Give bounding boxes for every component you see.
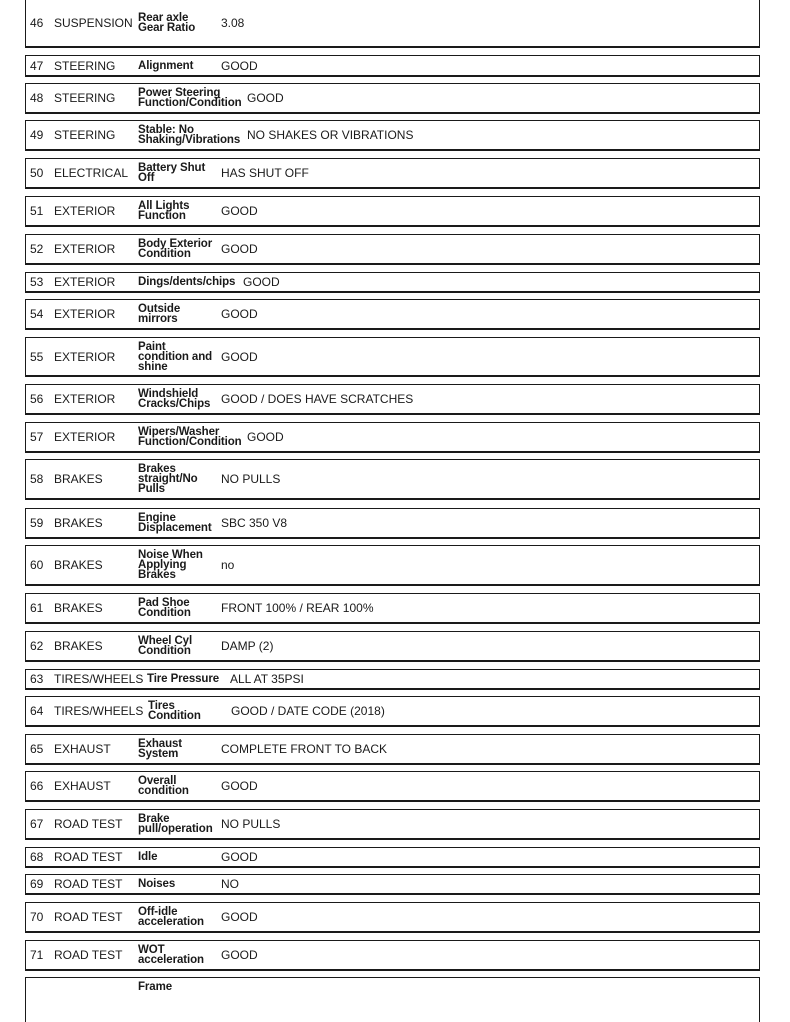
inspection-item-label: Brake pull/operation <box>138 813 213 835</box>
row-number: 66 <box>30 779 44 793</box>
table-row <box>25 508 760 539</box>
category-label: TIRES/WHEELS <box>54 704 144 718</box>
inspection-result-value: NO SHAKES OR VIBRATIONS <box>247 128 414 142</box>
row-number: 50 <box>30 166 44 180</box>
table-row <box>25 384 760 415</box>
table-row <box>25 337 760 377</box>
table-row <box>25 83 760 114</box>
table-row <box>25 55 760 77</box>
inspection-item-label: WOT acceleration <box>138 944 204 966</box>
inspection-result-value: no <box>221 558 235 572</box>
inspection-result-value: GOOD <box>221 948 258 962</box>
inspection-item-label: Frame <box>138 981 173 993</box>
row-number: 63 <box>30 672 44 686</box>
inspection-item-label: Noises <box>138 878 176 890</box>
table-row <box>25 669 760 690</box>
table-row <box>25 196 760 227</box>
inspection-item-label: Brakes straight/No Pulls <box>138 463 198 495</box>
row-number: 51 <box>30 204 44 218</box>
inspection-result-value: GOOD <box>221 307 258 321</box>
inspection-item-label: Noise When Applying Brakes <box>138 549 203 581</box>
inspection-item-label: All Lights Function <box>138 200 190 222</box>
inspection-result-value: GOOD <box>247 430 284 444</box>
row-number: 48 <box>30 91 44 105</box>
category-label: EXTERIOR <box>54 349 116 364</box>
inspection-result-value: 3.08 <box>221 16 245 30</box>
row-number: 53 <box>30 275 44 289</box>
category-label: EXHAUST <box>54 779 111 793</box>
category-label: EXTERIOR <box>54 242 116 256</box>
inspection-result-value: GOOD <box>221 242 258 256</box>
inspection-result-value: NO <box>221 877 239 891</box>
category-label: ROAD TEST <box>54 817 123 831</box>
table-row <box>25 272 760 293</box>
inspection-item-label: Body Exterior Condition <box>138 238 213 260</box>
inspection-result-value: NO PULLS <box>221 472 281 486</box>
row-number: 65 <box>30 742 44 756</box>
inspection-result-value: GOOD <box>221 204 258 218</box>
category-label: EXTERIOR <box>54 307 116 321</box>
table-row <box>25 593 760 624</box>
category-label: ROAD TEST <box>54 948 123 962</box>
table-row <box>25 977 760 1022</box>
category-label: EXTERIOR <box>54 275 116 289</box>
inspection-item-label: Windshield Cracks/Chips <box>138 388 211 410</box>
inspection-item-label: Tire Pressure <box>147 673 220 685</box>
category-label: ELECTRICAL <box>54 166 129 180</box>
inspection-result-value: GOOD <box>221 779 258 793</box>
table-row <box>25 734 760 765</box>
inspection-result-value: GOOD / DOES HAVE SCRATCHES <box>221 392 414 406</box>
table-row <box>25 940 760 971</box>
row-number: 56 <box>30 392 44 406</box>
row-number: 52 <box>30 242 44 256</box>
inspection-item-label: Pad Shoe Condition <box>138 597 191 619</box>
table-row <box>25 874 760 895</box>
inspection-result-value: GOOD <box>247 91 284 105</box>
category-label: EXHAUST <box>54 742 111 756</box>
inspection-item-label: Rear axle Gear Ratio <box>138 12 196 34</box>
table-row <box>25 847 760 868</box>
table-row <box>25 771 760 802</box>
table-row <box>25 459 760 500</box>
category-label: TIRES/WHEELS <box>54 672 144 686</box>
category-label: EXTERIOR <box>54 204 116 218</box>
inspection-result-value: HAS SHUT OFF <box>221 166 309 180</box>
row-number: 57 <box>30 430 44 444</box>
inspection-result-value: GOOD / DATE CODE (2018) <box>231 704 385 718</box>
inspection-result-value: GOOD <box>243 275 280 289</box>
inspection-item-label: Outside mirrors <box>138 303 181 325</box>
table-row <box>25 809 760 840</box>
row-number: 70 <box>30 910 44 924</box>
table-row <box>25 234 760 265</box>
category-label: ROAD TEST <box>54 910 123 924</box>
inspection-item-label: Dings/dents/chips <box>138 276 236 288</box>
table-row <box>25 545 760 586</box>
table-row <box>25 631 760 662</box>
category-label: EXTERIOR <box>54 392 116 406</box>
table-row <box>25 120 760 151</box>
row-number: 71 <box>30 948 44 962</box>
inspection-result-value: SBC 350 V8 <box>221 516 288 530</box>
category-label: SUSPENSION <box>54 16 133 30</box>
category-label: BRAKES <box>54 558 103 572</box>
inspection-result-value: GOOD <box>221 58 258 73</box>
inspection-result-value: GOOD <box>221 850 258 864</box>
inspection-item-label: Exhaust System <box>138 738 183 760</box>
inspection-item-label: Wipers/Washer Function/Condition <box>138 426 242 448</box>
row-number: 61 <box>30 601 44 615</box>
inspection-item-label: Idle <box>138 851 158 863</box>
row-number: 58 <box>30 472 44 486</box>
row-number: 67 <box>30 817 44 831</box>
row-number: 46 <box>30 16 44 30</box>
row-number: 64 <box>30 704 44 718</box>
row-number: 59 <box>30 516 44 530</box>
inspection-result-value: ALL AT 35PSI <box>230 672 304 686</box>
category-label: EXTERIOR <box>54 430 116 444</box>
inspection-item-label: Battery Shut Off <box>138 162 206 184</box>
table-row <box>25 0 760 48</box>
category-label: STEERING <box>54 128 116 142</box>
table-row <box>25 902 760 933</box>
table-row <box>25 696 760 727</box>
inspection-item-label: Stable: No Shaking/Vibrations <box>138 124 241 146</box>
inspection-item-label: Alignment <box>138 59 194 72</box>
category-label: BRAKES <box>54 472 103 486</box>
row-number: 69 <box>30 877 44 891</box>
row-number: 55 <box>30 349 44 364</box>
category-label: BRAKES <box>54 601 103 615</box>
inspection-result-value: GOOD <box>221 349 258 364</box>
inspection-item-label: Wheel Cyl Condition <box>138 635 193 657</box>
row-number: 49 <box>30 128 44 142</box>
inspection-item-label: Paint condition and shine <box>138 340 213 373</box>
inspection-item-label: Off-idle acceleration <box>138 906 204 928</box>
row-number: 68 <box>30 850 44 864</box>
row-number: 60 <box>30 558 44 572</box>
category-label: BRAKES <box>54 639 103 653</box>
row-number: 54 <box>30 307 44 321</box>
inspection-item-label: Power Steering Function/Condition <box>138 87 242 109</box>
category-label: ROAD TEST <box>54 877 123 891</box>
category-label: STEERING <box>54 58 116 73</box>
row-number: 47 <box>30 58 44 73</box>
inspection-item-label: Tires Condition <box>148 700 201 722</box>
inspection-item-label: Engine Displacement <box>138 512 212 534</box>
table-row <box>25 299 760 330</box>
category-label: ROAD TEST <box>54 850 123 864</box>
inspection-result-value: COMPLETE FRONT TO BACK <box>221 742 388 756</box>
inspection-result-value: DAMP (2) <box>221 639 274 653</box>
inspection-item-label: Overall condition <box>138 775 189 797</box>
table-row <box>25 422 760 453</box>
category-label: STEERING <box>54 91 116 105</box>
category-label: BRAKES <box>54 516 103 530</box>
inspection-result-value: GOOD <box>221 910 258 924</box>
inspection-result-value: NO PULLS <box>221 817 281 831</box>
inspection-result-value: FRONT 100% / REAR 100% <box>221 601 374 615</box>
row-number: 62 <box>30 639 44 653</box>
table-row <box>25 158 760 189</box>
